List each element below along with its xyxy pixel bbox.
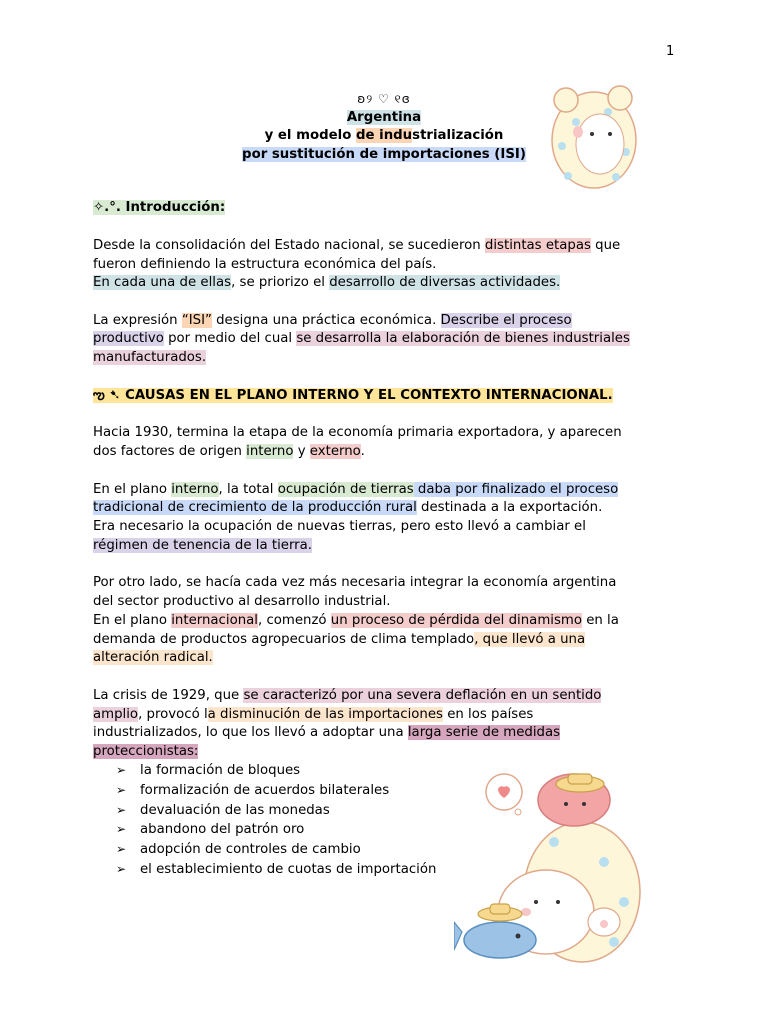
- causes-paragraph-4-line-1: La crisis de 1929, que se caracterizó por una severa deflación en un sentido: [93, 688, 602, 703]
- causes-paragraph-3-line-2: del sector productivo al desarrollo industrial.: [93, 594, 391, 609]
- intro-paragraph-2-line-3: manufacturados.: [93, 350, 207, 365]
- causes-paragraph-3-line-5: alteración radical.: [93, 650, 213, 665]
- arrow-bullet-icon: ➢: [116, 842, 127, 857]
- causes-paragraph-3-line-1: Por otro lado, se hacía cada vez más necesaria integrar la economía argentina: [93, 575, 617, 590]
- causes-paragraph-3-line-4: demanda de productos agropecuarios de clima templado, que llevó a una: [93, 632, 586, 647]
- causes-paragraph-3-line-3: En el plano internacional, comenzó un proceso de pérdida del dinamismo en la: [93, 613, 619, 628]
- causes-paragraph-4-line-2: amplio, provocó la disminución de las importaciones en los países: [93, 707, 534, 722]
- protectionist-measures-list: [116, 761, 436, 880]
- list-item: ➢ devaluación de las monedas: [116, 802, 330, 818]
- page-number: 1: [666, 44, 675, 59]
- title-decoration: ʚ୨ ♡ ୧ɞ: [357, 92, 411, 106]
- document-title: [0, 90, 768, 164]
- title-line-2: y el modelo de industrialización: [264, 128, 504, 143]
- intro-paragraph-2-line-2: productivo por medio del cual se desarrolla la elaboración de bienes industriales: [93, 331, 630, 346]
- causes-paragraph-1-line-1: Hacia 1930, termina la etapa de la economía primaria exportadora, y aparecen: [93, 425, 622, 440]
- causes-paragraph-4-line-3: industrializados, lo que los llevó a adoptar una larga serie de medidas: [93, 725, 561, 740]
- causes-paragraph-2-line-3: Era necesario la ocupación de nuevas tierras, pero esto llevó a cambiar el: [93, 519, 586, 534]
- list-item: ➢ el establecimiento de cuotas de importación: [116, 861, 437, 877]
- causes-paragraph-4-line-4: proteccionistas:: [93, 744, 199, 759]
- causes-paragraph-1-line-2: dos factores de origen interno y externo.: [93, 444, 365, 459]
- list-item: ➢ abandono del patrón oro: [116, 822, 305, 838]
- causes-paragraph-2-line-4: régimen de tenencia de la tierra.: [93, 538, 313, 553]
- intro-paragraph-1-line-3: En cada una de ellas, se priorizo el desarrollo de diversas actividades.: [93, 275, 561, 290]
- title-line-3: por sustitución de importaciones (ISI): [242, 146, 526, 162]
- causes-paragraph-2-line-2: tradicional de crecimiento de la producción rural destinada a la exportación.: [93, 500, 603, 515]
- causes-heading: ఌ︎ ➷ CAUSAS EN EL PLANO INTERNO Y EL CONTEXTO INTERNACIONAL.: [93, 388, 613, 403]
- causes-paragraph-2-line-1: En el plano interno, la total ocupación de tierras daba por finalizado el proceso: [93, 482, 619, 497]
- list-item: ➢ formalización de acuerdos bilaterales: [116, 782, 390, 798]
- arrow-bullet-icon: ➢: [116, 802, 127, 817]
- hamster-illustration: [546, 82, 642, 192]
- arrow-bullet-icon: ➢: [116, 822, 127, 837]
- arrow-bullet-icon: ➢: [116, 782, 127, 797]
- title-line-1: Argentina: [346, 109, 422, 125]
- animals-illustration: [454, 762, 650, 974]
- intro-heading: ✧.°. Introducción:: [93, 200, 226, 215]
- list-item: ➢ la formación de bloques: [116, 763, 301, 778]
- intro-paragraph-2-line-1: La expresión “ISI” designa una práctica económica. Describe el proceso: [93, 313, 572, 328]
- arrow-bullet-icon: ➢: [116, 861, 127, 876]
- arrow-bullet-icon: ➢: [116, 763, 127, 777]
- list-item: ➢ adopción de controles de cambio: [116, 842, 361, 858]
- intro-paragraph-1-line-2: fueron definiendo la estructura económica del país.: [93, 257, 437, 272]
- intro-paragraph-1-line-1: Desde la consolidación del Estado nacional, se sucedieron distintas etapas que: [93, 238, 621, 253]
